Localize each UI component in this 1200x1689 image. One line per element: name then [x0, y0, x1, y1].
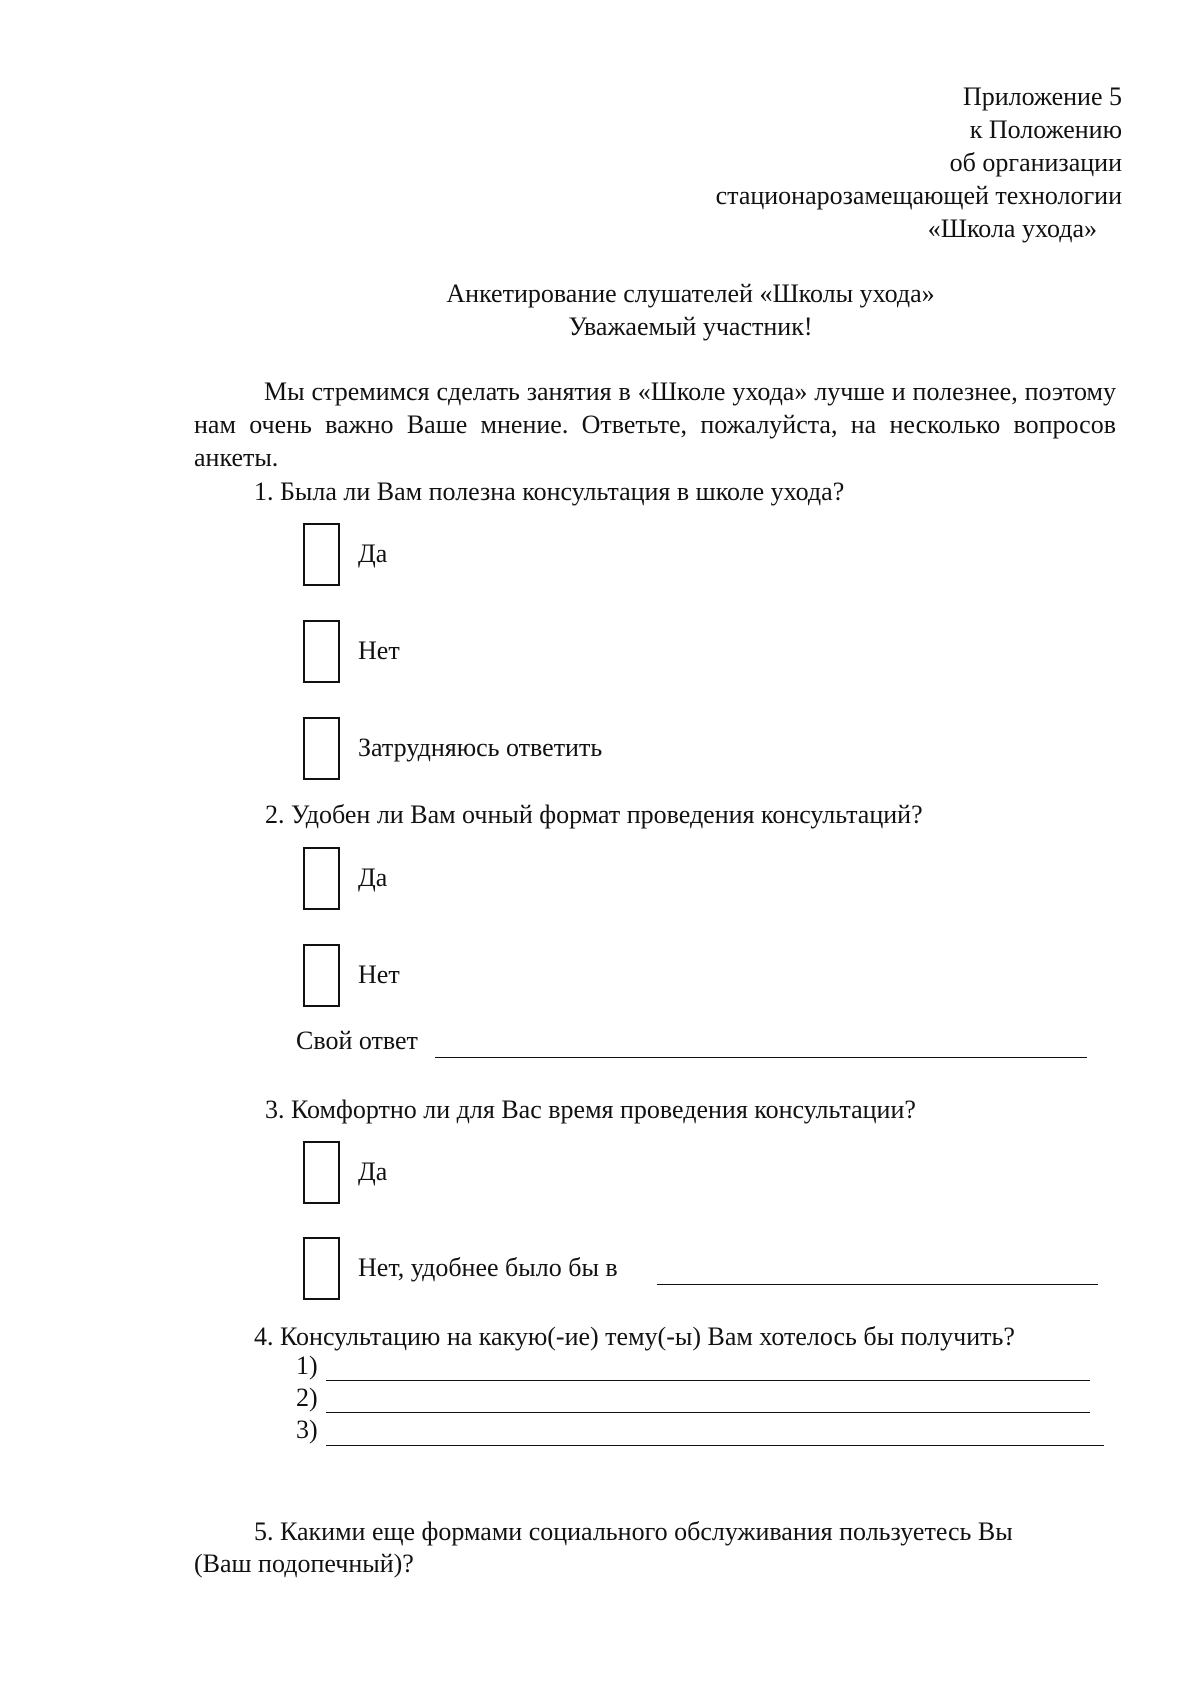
q2-option-no[interactable] [303, 942, 400, 1008]
document-title [0, 277, 1200, 343]
option-label: Да [358, 539, 388, 568]
question-5-line-2: (Ваш подопечный)? [194, 1549, 414, 1578]
checkbox[interactable] [303, 717, 340, 780]
title-main: Анкетирование слушателей «Школы ухода» [446, 279, 935, 308]
option-label: Да [358, 1157, 388, 1186]
question-1: 1. Была ли Вам полезна консультация в школе ухода? [254, 477, 845, 506]
intro-text: Мы стремимся сделать занятия в «Школе ухода» лучше и полезнее, поэтому нам очень важно Ваше мнение. Ответьте, пожалуйста, на несколько вопросов анкеты. [194, 377, 1116, 472]
question-3: 3. Комфортно ли для Вас время проведения консультации? [265, 1095, 916, 1124]
question-5-line-1: 5. Какими еще формами социального обслуживания пользуетесь Вы [254, 1517, 1013, 1546]
appendix-line-4: стационарозамещающей технологии [715, 181, 1122, 210]
q3-option-no-better-time[interactable] [303, 1235, 618, 1301]
intro-paragraph [194, 375, 1116, 474]
q3-option-yes[interactable] [303, 1139, 387, 1205]
q2-option-yes[interactable] [303, 845, 387, 911]
checkbox[interactable] [303, 523, 340, 586]
checkbox[interactable] [303, 847, 340, 910]
preferred-time-line[interactable] [657, 1284, 1098, 1285]
checkbox[interactable] [303, 1141, 340, 1204]
topic-item-1: 1) [296, 1351, 318, 1380]
topic-item-3: 3) [296, 1415, 318, 1444]
topic-item-2: 2) [296, 1383, 318, 1412]
own-answer-label: Свой ответ [296, 1026, 418, 1055]
option-label: Затрудняюсь ответить [358, 733, 603, 762]
question-2: 2. Удобен ли Вам очный формат проведения консультаций? [265, 800, 923, 829]
checkbox[interactable] [303, 620, 340, 683]
appendix-line-5: «Школа ухода» [927, 214, 1097, 243]
appendix-line-2: к Положению [969, 115, 1122, 144]
appendix-line-3: об организации [949, 148, 1122, 177]
own-answer-line[interactable] [435, 1057, 1087, 1058]
appendix-header [716, 80, 1122, 245]
checkbox[interactable] [303, 1237, 340, 1300]
title-greeting: Уважаемый участник! [568, 312, 813, 341]
option-label: Нет, удобнее было бы в [358, 1253, 618, 1282]
option-label: Нет [358, 636, 400, 665]
topic-line-1[interactable] [326, 1380, 1090, 1381]
question-4: 4. Консультацию на какую(-ие) тему(-ы) Вам хотелось бы получить? [254, 1322, 1015, 1351]
q1-option-yes[interactable] [303, 521, 387, 587]
option-label: Нет [358, 960, 400, 989]
topic-line-2[interactable] [326, 1412, 1090, 1413]
topic-line-3[interactable] [326, 1445, 1104, 1446]
q1-option-hard-to-answer[interactable] [303, 715, 602, 781]
checkbox[interactable] [303, 944, 340, 1007]
q1-option-no[interactable] [303, 618, 400, 684]
appendix-number: Приложение 5 [962, 82, 1122, 111]
option-label: Да [358, 863, 388, 892]
